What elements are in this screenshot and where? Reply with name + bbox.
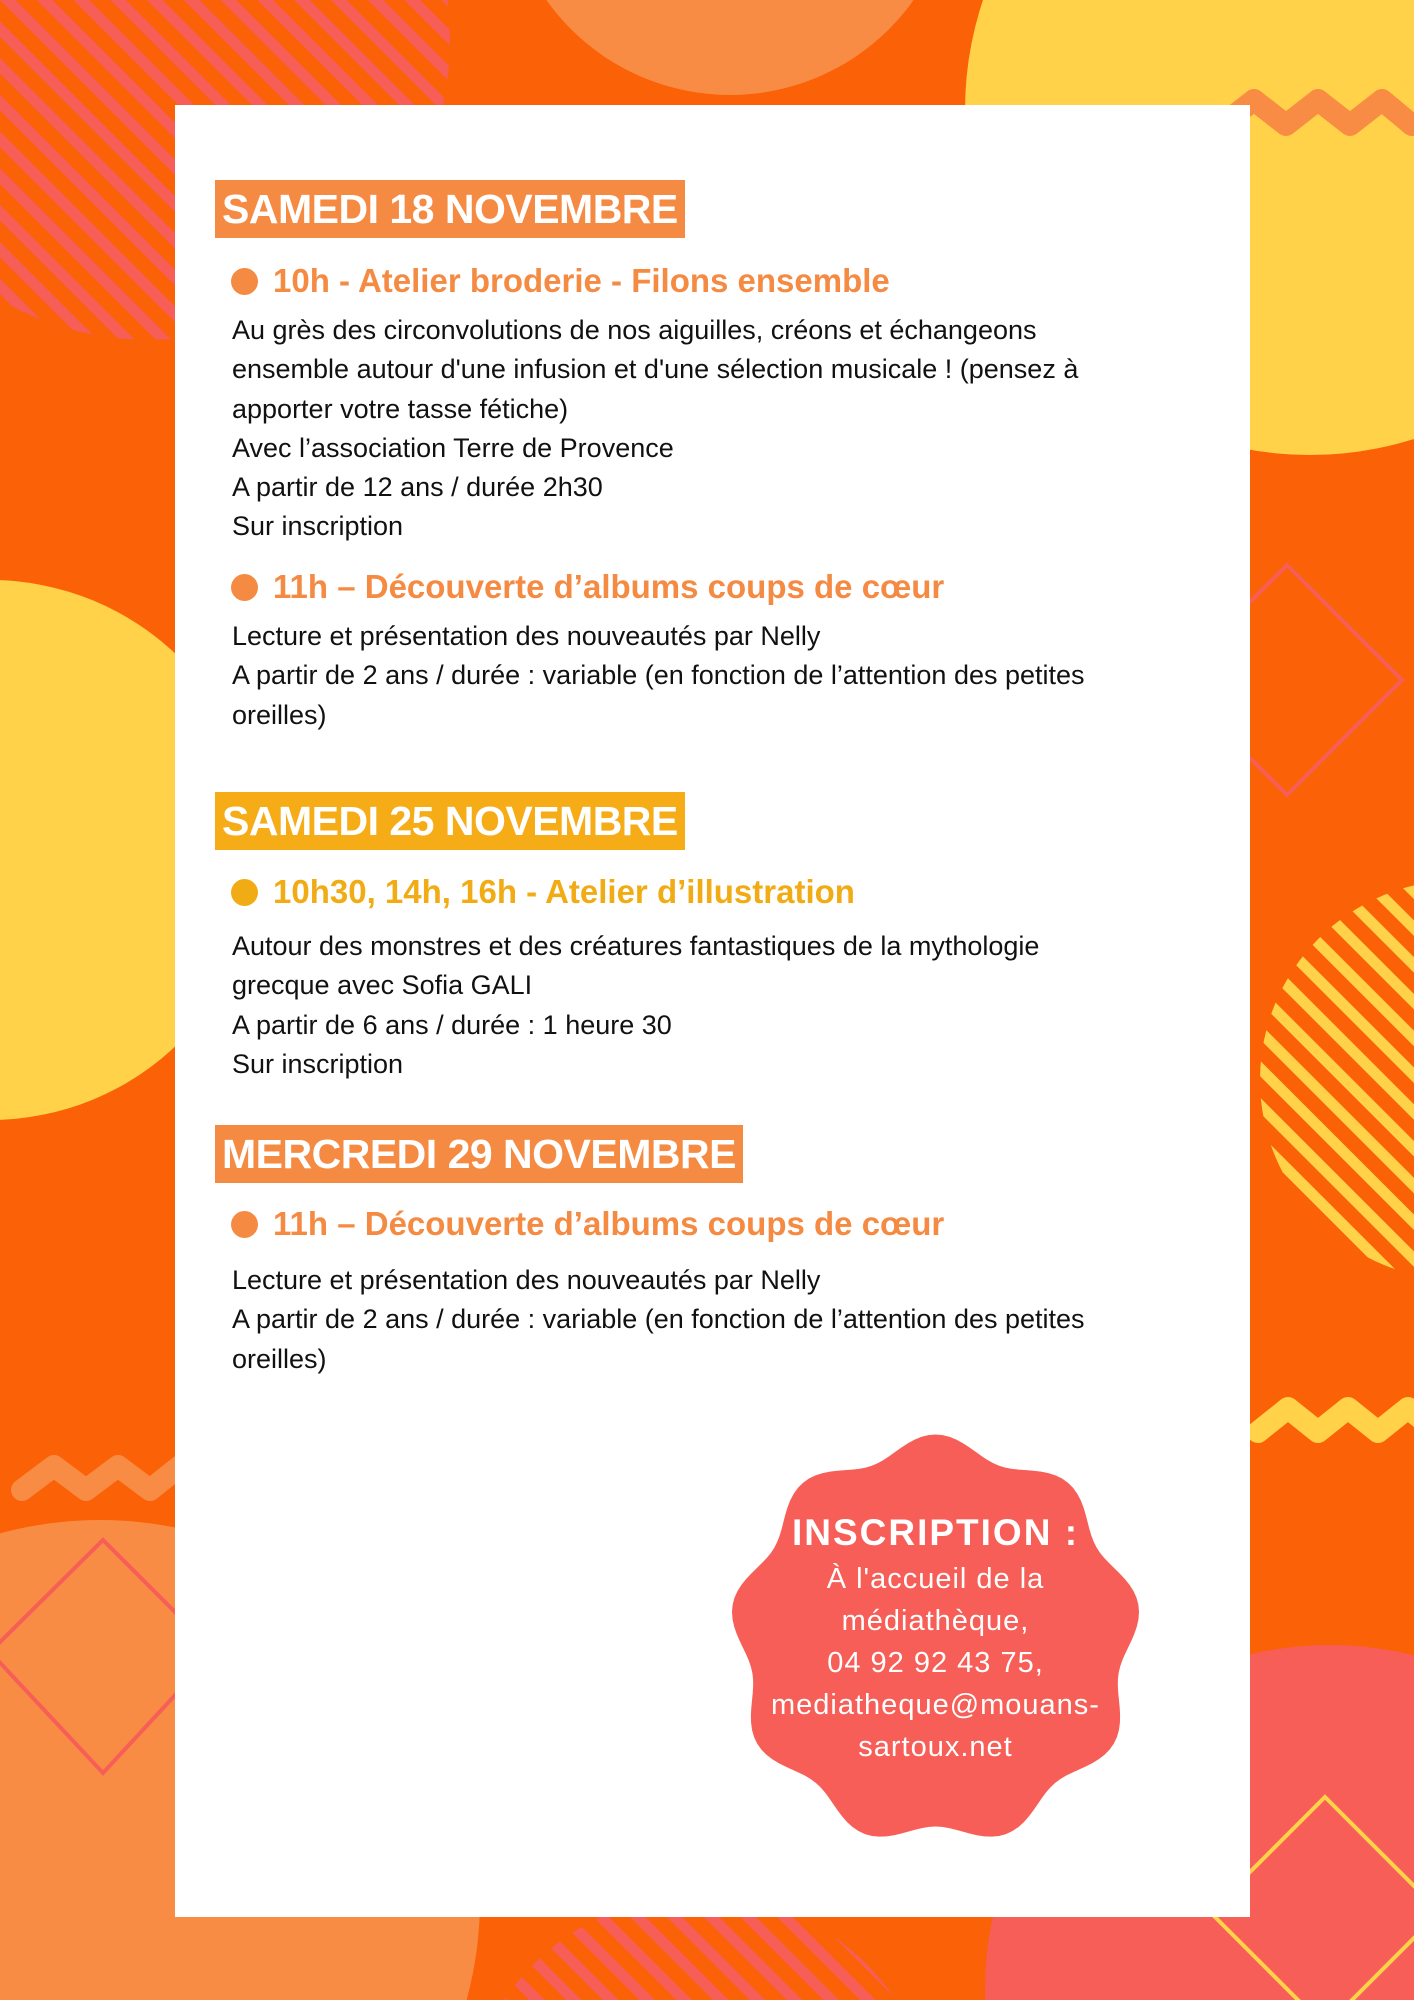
event-title-atelier-broderie	[231, 261, 890, 301]
inscription-line: À l'accueil de la	[826, 1563, 1045, 1595]
event-title-text: 10h - Atelier broderie - Filons ensemble	[273, 262, 890, 299]
inscription-phone: 04 92 92 43 75,	[827, 1647, 1044, 1679]
day-heading-samedi-18: SAMEDI 18 NOVEMBRE	[215, 180, 685, 238]
event-description-atelier-broderie	[232, 311, 1232, 547]
inscription-email: mediatheque@mouans-	[771, 1689, 1100, 1721]
inscription-line: médiathèque,	[841, 1605, 1030, 1637]
day-heading-samedi-25: SAMEDI 25 NOVEMBRE	[215, 792, 685, 850]
day-heading-mercredi-29: MERCREDI 29 NOVEMBRE	[215, 1125, 743, 1183]
inscription-title: INSCRIPTION :	[791, 1512, 1080, 1553]
inscription-email: sartoux.net	[858, 1731, 1013, 1763]
bullet-icon	[231, 1211, 258, 1238]
description-line: Autour des monstres et des créatures fantastiques de la mythologie	[232, 931, 1040, 961]
description-line: Sur inscription	[232, 511, 404, 542]
description-line: oreilles)	[232, 699, 327, 730]
event-title-text: 11h – Découverte d’albums coups de cœur	[273, 568, 945, 605]
description-line: Lecture et présentation des nouveautés par Nelly	[232, 1265, 821, 1295]
event-title-text: 10h30, 14h, 16h - Atelier d’illustration	[273, 873, 855, 910]
description-line: A partir de 6 ans / durée : 1 heure 30	[232, 1009, 672, 1040]
description-line: A partir de 12 ans / durée 2h30	[232, 472, 603, 503]
description-line: ensemble autour d'une infusion et d'une sélection musicale ! (pensez à	[232, 354, 1079, 385]
event-title-atelier-illustration	[231, 872, 855, 912]
event-description-albums-coups-de-coeur-2	[232, 1261, 1232, 1379]
description-line: A partir de 2 ans / durée : variable (en fonction de l’attention des petites	[232, 660, 1085, 691]
inscription-text	[725, 1508, 1146, 1768]
event-description-atelier-illustration	[232, 927, 1232, 1084]
description-line: Lecture et présentation des nouveautés par Nelly	[232, 621, 821, 651]
bullet-icon	[231, 574, 258, 601]
event-description-albums-coups-de-coeur	[232, 617, 1232, 735]
description-line: oreilles)	[232, 1343, 327, 1374]
description-line: Avec l’association Terre de Provence	[232, 432, 674, 463]
description-line: A partir de 2 ans / durée : variable (en fonction de l’attention des petites	[232, 1304, 1085, 1335]
bullet-icon	[231, 879, 258, 906]
description-line: Sur inscription	[232, 1048, 404, 1079]
description-line: apporter votre tasse fétiche)	[232, 393, 569, 424]
event-title-text: 11h – Découverte d’albums coups de cœur	[273, 1205, 945, 1242]
description-line: Au grès des circonvolutions de nos aiguilles, créons et échangeons	[232, 315, 1037, 345]
event-title-albums-coups-de-coeur	[231, 567, 944, 607]
inscription-badge	[725, 1430, 1146, 1851]
description-line: grecque avec Sofia GALI	[232, 970, 533, 1001]
bullet-icon	[231, 268, 258, 295]
event-title-albums-coups-de-coeur-2	[231, 1204, 944, 1244]
